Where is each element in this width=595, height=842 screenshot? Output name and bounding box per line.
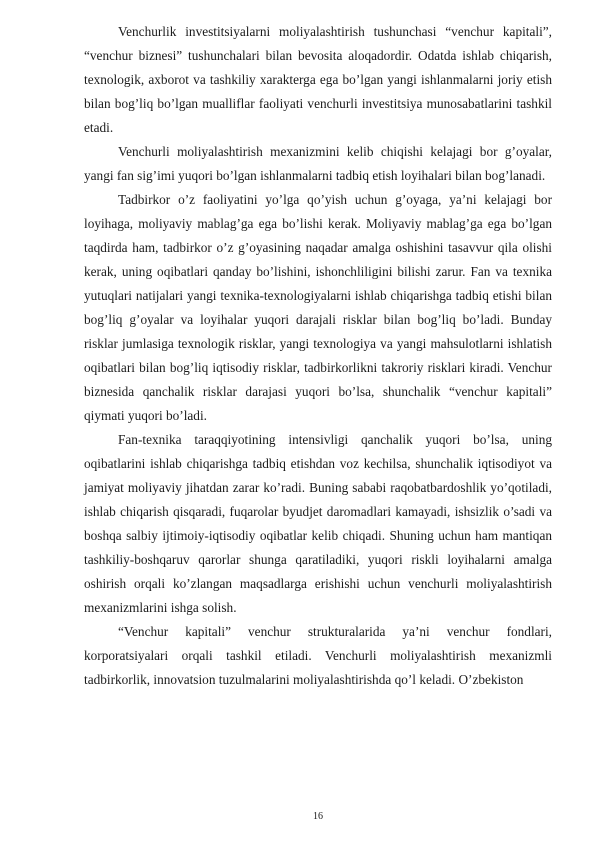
document-body	[84, 20, 552, 692]
paragraph: Venchurli moliyalashtirish mexanizmini kelib chiqishi kelajagi bor g’oyalar, yangi fan sig’imi yuqori bo’lgan ishlanmalarni tadbiq etish loyihalari bilan bog’lanadi.	[84, 144, 552, 183]
paragraph: Tadbirkor o’z faoliyatini yo’lga qo’yish uchun g’oyaga, ya’ni kelajagi bor loyihaga, moliyaviy mablag’ga ega bo’lishi kerak. Moliyaviy mablag’ga ega bo’lgan taqdirda ham, tadbirkor o’z g’oyasining naqadar amalga oshishini tasavvur qila olishi kerak, uning oqibatlari qanday bo’lishini, ishonchliligini bilishi zarur. Fan va texnika yutuqlari natijalari yangi texnika-texnologiyalarni ishlab chiqarishga tadbiq etishi bilan bog’liq g’oyalar va loyihalar yuqori darajali risklar bilan bog’liq bo’ladi. Bunday risklar jumlasiga texnologik risklar, yangi texnologiya va yangi mahsulotlarni ishlatish oqibatlari bilan bog’liq iqtisodiy risklar, tadbirkorlikni takroriy risklari kiradi. Venchur biznesida qanchalik risklar darajasi yuqori bo’lsa, shunchalik “venchur kapitali” qiymati yuqori bo’ladi.	[84, 192, 552, 423]
paragraph: Fan-texnika taraqqiyotining intensivligi qanchalik yuqori bo’lsa, uning oqibatlarini ishlab chiqarishga tadbiq etishdan voz kechilsa, shunchalik iqtisodiyot va jamiyat moliyaviy jihatdan zarar ko’radi. Buning sababi raqobatbardoshlik yo’qotiladi, ishlab chiqarish qisqaradi, fuqarolar byudjet daromadlari kamayadi, ishsizlik o’sadi va boshqa salbiy ijtimoiy-iqtisodiy oqibatlar kelib chiqadi. Shuning uchun ham mantiqan tashkiliy-boshqaruv qarorlar shunga qaratiladiki, yuqori riskli loyihalarni amalga oshirish orqali ko’zlangan maqsadlarga erishishi uchun venchurli moliyalashtirish mexanizmlarini ishga solish.	[84, 432, 552, 615]
paragraph: “Venchur kapitali” venchur strukturalarida ya’ni venchur fondlari, korporatsiyalari orqali tashkil etiladi. Venchurli moliyalashtirish mexanizmli tadbirkorlik, innovatsion tuzulmalarini moliyalashtirishda qo’l keladi. O’zbekiston	[84, 624, 552, 687]
page-number: 16	[313, 811, 323, 822]
paragraph: Venchurlik investitsiyalarni moliyalashtirish tushunchasi “venchur kapitali”, “venchur biznesi” tushunchalari bilan bevosita aloqadordir. Odatda ishlab chiqarish, texnologik, axborot va tashkiliy xarakterga ega bo’lgan yangi ishlanmalarni joriy etish bilan bog’liq bo’lgan mualliflar faoliyati venchurli investitsiya munosabatlarini tashkil etadi.	[84, 24, 552, 135]
